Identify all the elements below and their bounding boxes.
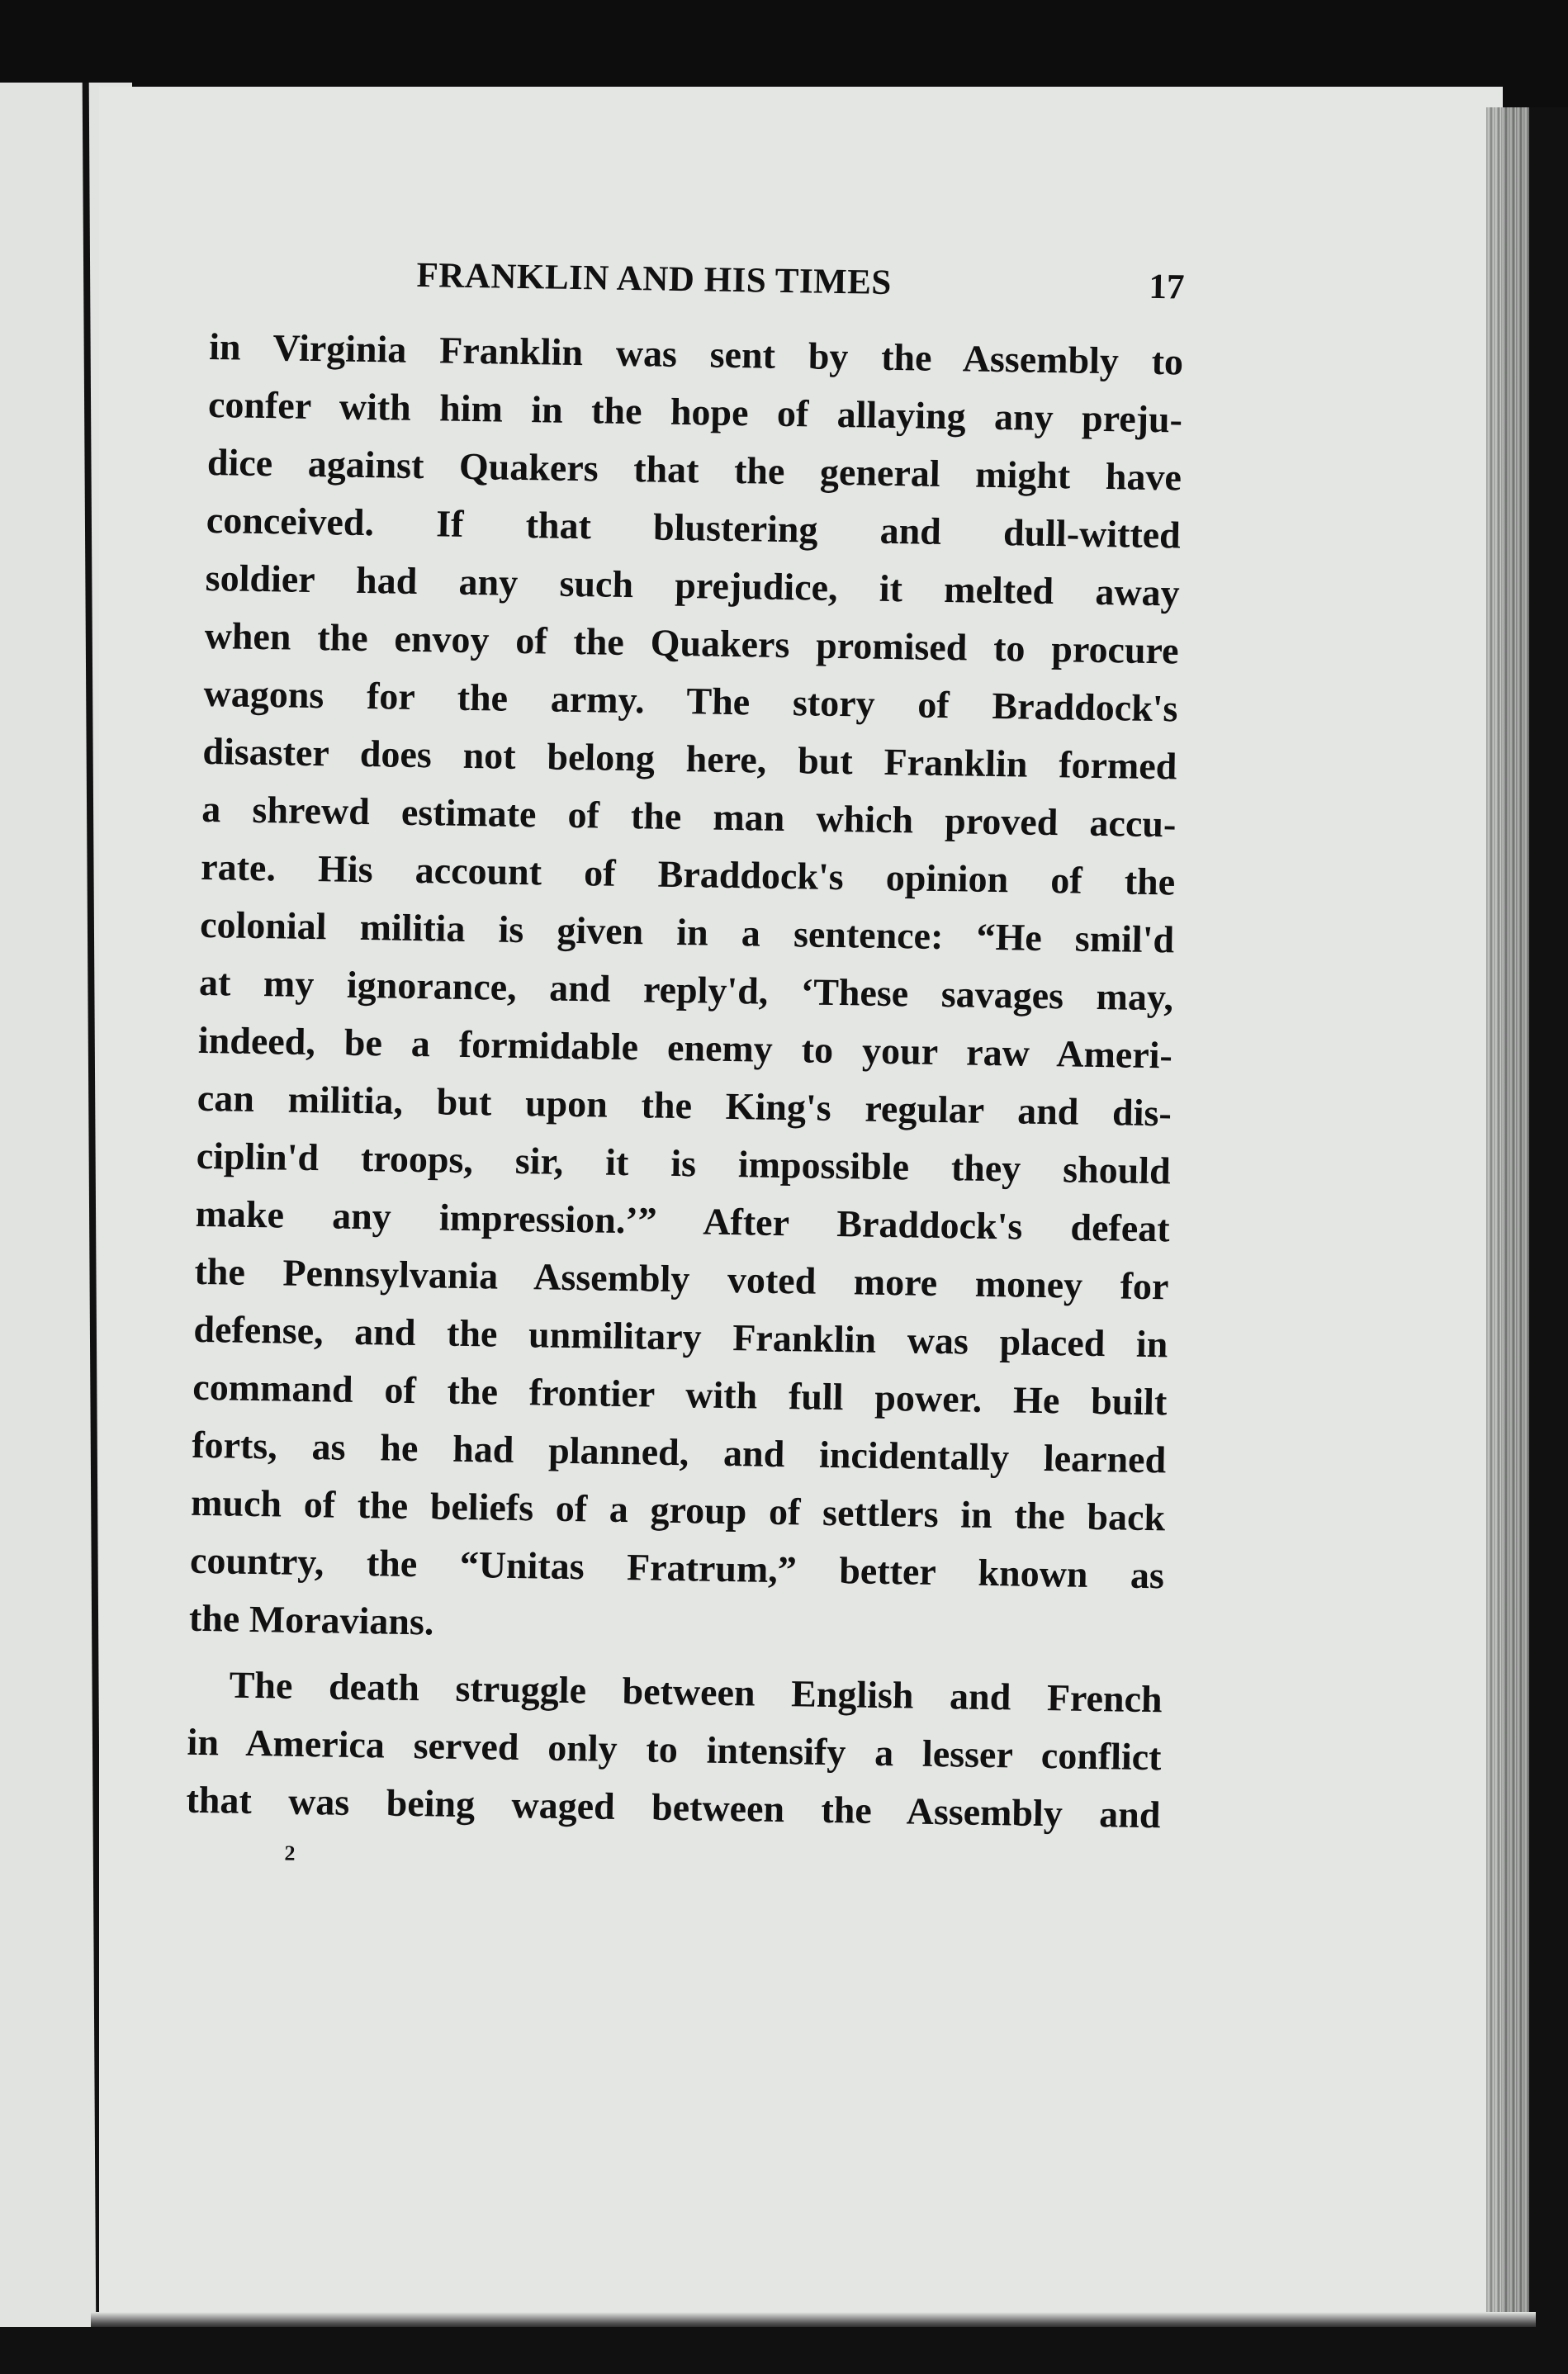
- signature-mark: 2: [284, 1841, 296, 1865]
- text-line: colonial militia is given in a sentence: “He smil'd: [199, 903, 1175, 961]
- paragraph-1: [188, 318, 1183, 1662]
- page-stack-edge: [1486, 107, 1532, 2337]
- text-line: the Moravians.: [188, 1596, 434, 1643]
- text-line: in Virginia Franklin was sent by the Assembly to: [208, 325, 1184, 383]
- text-line: at my ignorance, and reply'd, ‘These savages may,: [198, 960, 1174, 1019]
- text-line: The death struggle between English and French: [229, 1663, 1163, 1721]
- text-line: that was being waged between the Assembly and: [186, 1778, 1161, 1836]
- text-line: much of the beliefs of a group of settlers in the back: [190, 1481, 1166, 1539]
- text-line: rate. His account of Braddock's opinion of the: [200, 845, 1176, 903]
- text-line: command of the frontier with full power. He built: [192, 1365, 1168, 1424]
- text-line: ciplin'd troops, sir, it is impossible they should: [196, 1134, 1172, 1192]
- scan-background-right: [1529, 107, 1568, 2374]
- text-line: when the envoy of the Quakers promised to procure: [204, 614, 1179, 672]
- text-line: make any impression.’” After Braddock's defeat: [195, 1192, 1170, 1250]
- page-number: 17: [1149, 267, 1185, 307]
- text-line: disaster does not belong here, but Franklin formed: [202, 729, 1177, 788]
- text-line: conceived. If that blustering and dull-witted: [206, 498, 1182, 557]
- text-line: a shrewd estimate of the man which proved accu-: [201, 787, 1177, 846]
- text-line: indeed, be a formidable enemy to your raw Ameri-: [197, 1018, 1173, 1077]
- text-line: dice against Quakers that the general might have: [206, 440, 1182, 499]
- text-line: can militia, but upon the King's regular and dis-: [197, 1076, 1172, 1135]
- text-line: confer with him in the hope of allaying any preju-: [207, 382, 1183, 441]
- text-line: in America served only to intensify a lesser conflict: [187, 1720, 1162, 1779]
- paragraph-2: [186, 1656, 1163, 1845]
- text-line: wagons for the army. The story of Braddock's: [203, 671, 1178, 730]
- text-line: soldier had any such prejudice, it melted away: [205, 556, 1181, 614]
- scan-background-bottom: [0, 2327, 1568, 2374]
- text-line: defense, and the unmilitary Franklin was placed in: [193, 1307, 1168, 1366]
- text-line: forts, as he had planned, and incidentally learned: [191, 1423, 1167, 1481]
- text-block: [185, 252, 1185, 1884]
- text-line: country, the “Unitas Fratrum,” better known as: [189, 1538, 1165, 1597]
- text-line: the Pennsylvania Assembly voted more money for: [194, 1249, 1169, 1308]
- running-title: FRANKLIN AND HIS TIMES: [416, 255, 893, 302]
